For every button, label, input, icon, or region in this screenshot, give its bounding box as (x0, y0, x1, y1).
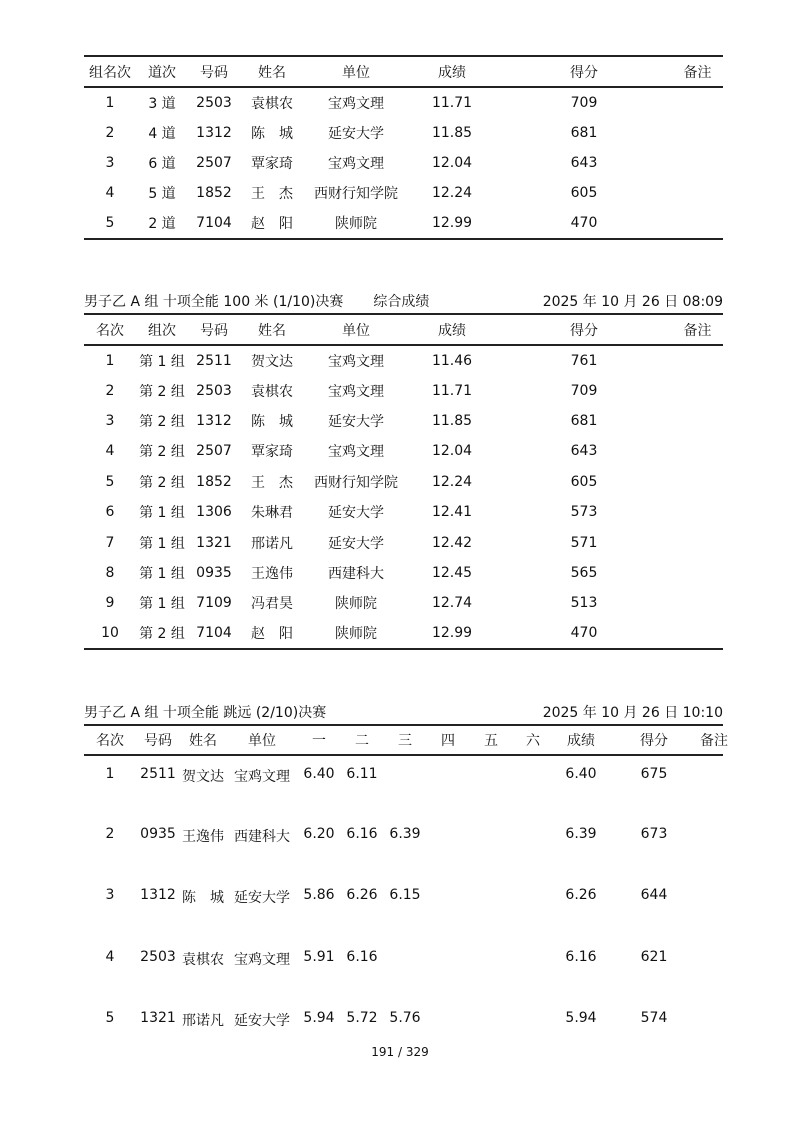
table-cell: 10 (101, 625, 119, 642)
table-cell: 延安大学 (234, 890, 290, 907)
table-cell: 8 (105, 564, 115, 581)
table-row (84, 877, 723, 938)
table-cell: 12.41 (431, 504, 473, 521)
table-cell: 朱琳君 (251, 505, 293, 522)
column-header: 名次 (96, 733, 124, 749)
table-cell: 681 (570, 124, 598, 141)
table-cell: 5.76 (389, 1009, 421, 1026)
table-cell: 第 1 组 (139, 596, 185, 613)
table-row (84, 345, 723, 375)
table-cell: 陕师院 (335, 216, 377, 233)
table-cell: 2507 (196, 154, 232, 171)
table-cell: 第 2 组 (139, 383, 185, 400)
table-cell: 3 道 (148, 95, 176, 112)
table-cell (700, 939, 723, 1000)
event-datetime: 2025 年 10 月 26 日 08:09 (542, 294, 723, 310)
table-cell: 西建科大 (234, 829, 290, 846)
column-header: 四 (441, 733, 455, 749)
table-row (84, 939, 723, 1000)
table-cell: 陕师院 (335, 596, 377, 613)
table-cell: 605 (570, 185, 598, 202)
column-header: 姓名 (258, 64, 286, 81)
table-cell: 第 1 组 (139, 565, 185, 582)
column-header: 备注 (700, 733, 728, 749)
column-header: 得分 (640, 733, 668, 749)
column-header: 六 (526, 733, 540, 749)
table-cell: 宝鸡文理 (328, 383, 384, 400)
table-cell: 6.40 (565, 766, 597, 782)
table-cell (426, 755, 470, 816)
table-cell: 第 2 组 (139, 444, 185, 461)
table-row (84, 375, 723, 405)
table-row (84, 619, 723, 649)
page-number: 191 / 329 (371, 1045, 429, 1059)
table-cell: 12.99 (431, 215, 473, 232)
table-cell: 2 道 (148, 216, 176, 233)
table-cell: 5.72 (346, 1009, 378, 1026)
table-cell (512, 755, 554, 816)
table-cell: 574 (640, 1009, 668, 1026)
section-label: 综合成绩 (373, 294, 430, 310)
table-cell: 0935 (196, 564, 232, 581)
table-cell: 袁棋农 (251, 383, 293, 400)
table-cell (672, 527, 723, 557)
table-cell: 12.42 (431, 534, 473, 551)
table-cell: 4 (105, 443, 115, 460)
table-cell: 709 (570, 94, 598, 111)
table-cell: 12.04 (431, 443, 473, 460)
table-cell: 宝鸡文理 (328, 155, 384, 172)
table-cell: 袁棋农 (251, 95, 293, 112)
table-cell: 宝鸡文理 (328, 95, 384, 112)
table-row (84, 816, 723, 877)
table-cell: 袁棋农 (182, 951, 224, 968)
table-cell: 宝鸡文理 (328, 353, 384, 370)
table-cell: 11.46 (431, 352, 473, 369)
column-header: 道次 (148, 64, 176, 81)
table-cell (700, 877, 723, 938)
column-header: 号码 (200, 64, 228, 81)
table-cell: 1312 (140, 887, 176, 904)
table-cell: 宝鸡文理 (234, 951, 290, 968)
column-header: 姓名 (189, 733, 217, 749)
table-cell: 5 道 (148, 186, 176, 203)
table-cell: 2503 (196, 94, 232, 111)
table-cell: 681 (570, 412, 598, 429)
table-cell: 12.74 (431, 595, 473, 612)
column-header: 单位 (342, 64, 370, 81)
table-cell: 邢诺凡 (182, 1012, 224, 1029)
table-cell: 6.16 (346, 948, 378, 965)
table-cell: 3 (105, 887, 115, 904)
table-cell: 宝鸡文理 (328, 444, 384, 461)
table-cell (672, 588, 723, 618)
table-cell (672, 345, 723, 375)
column-header: 备注 (683, 322, 712, 339)
table-cell (700, 755, 723, 816)
table-cell: 第 1 组 (139, 505, 185, 522)
table-cell: 9 (105, 595, 115, 612)
table-cell: 5.91 (303, 948, 335, 965)
table-cell: 470 (570, 625, 598, 642)
table-cell: 5.94 (303, 1009, 335, 1026)
table-cell: 5 (105, 1009, 115, 1026)
table-cell: 0935 (140, 826, 176, 843)
section-title-long-jump (84, 702, 723, 722)
table-row (84, 467, 723, 497)
table-cell: 4 道 (148, 125, 176, 142)
table-cell: 513 (570, 595, 598, 612)
table-cell: 陈 城 (251, 125, 293, 142)
table-cell: 470 (570, 215, 598, 232)
table-cell: 1306 (196, 504, 232, 521)
table-cell: 2511 (140, 766, 176, 782)
table-cell: 673 (640, 826, 668, 843)
column-header: 二 (355, 733, 369, 749)
column-header: 得分 (570, 64, 598, 81)
table-cell: 陕师院 (335, 626, 377, 643)
table-cell: 675 (640, 766, 668, 782)
table-cell: 西建科大 (328, 565, 384, 582)
event-title: 男子乙 A 组 十项全能 100 米 (1/10)决赛 (84, 294, 344, 310)
table-cell (470, 755, 512, 816)
column-header: 备注 (683, 64, 712, 81)
table-cell: 6.40 (303, 766, 335, 782)
table-cell: 6 道 (148, 155, 176, 172)
column-header: 单位 (342, 322, 370, 339)
column-header: 五 (484, 733, 498, 749)
table-cell: 2 (105, 826, 115, 843)
table-cell (512, 939, 554, 1000)
table-cell (672, 375, 723, 405)
table-cell (672, 436, 723, 466)
table-cell: 605 (570, 473, 598, 490)
table-cell (672, 497, 723, 527)
table-cell (672, 467, 723, 497)
event-datetime: 2025 年 10 月 26 日 10:10 (542, 705, 723, 721)
table-cell: 2503 (196, 382, 232, 399)
table-cell: 延安大学 (234, 1012, 290, 1029)
column-header: 组名次 (89, 64, 131, 81)
table-row (84, 527, 723, 557)
table-cell: 王逸伟 (182, 829, 224, 846)
table-cell: 1321 (140, 1009, 176, 1026)
table-cell: 2511 (196, 352, 232, 369)
table-cell: 12.24 (431, 185, 473, 202)
table-cell: 761 (570, 352, 598, 369)
table-cell (672, 117, 723, 147)
group-results-table (84, 55, 723, 240)
table-cell: 11.85 (431, 124, 473, 141)
table-cell: 11.71 (431, 382, 473, 399)
table-row (84, 497, 723, 527)
table-cell: 11.71 (431, 94, 473, 111)
table-cell (672, 619, 723, 649)
table-cell: 贺文达 (251, 353, 293, 370)
table-cell: 6.11 (346, 766, 378, 782)
table-cell: 5 (105, 215, 115, 232)
table-row (84, 148, 723, 178)
table-cell (470, 877, 512, 938)
table-cell (470, 816, 512, 877)
table-row (84, 209, 723, 239)
table-row (84, 755, 723, 816)
table-cell: 第 2 组 (139, 474, 185, 491)
table-cell: 西财行知学院 (314, 186, 398, 203)
table-cell (470, 939, 512, 1000)
table-cell (672, 406, 723, 436)
table-cell: 11.85 (431, 412, 473, 429)
table-cell: 6.15 (389, 887, 421, 904)
table-cell: 1 (105, 352, 115, 369)
table-cell: 冯君昊 (251, 596, 293, 613)
table-cell (672, 87, 723, 117)
column-header: 成绩 (567, 733, 595, 749)
table-row (84, 436, 723, 466)
table-cell: 12.99 (431, 625, 473, 642)
table-cell: 6.16 (346, 826, 378, 843)
table-cell: 西财行知学院 (314, 474, 398, 491)
table-cell (426, 816, 470, 877)
table-cell (672, 209, 723, 239)
table-cell: 7104 (196, 625, 232, 642)
table-cell (384, 939, 426, 1000)
table-cell: 5.86 (303, 887, 335, 904)
table-cell: 第 2 组 (139, 413, 185, 430)
table-cell: 573 (570, 504, 598, 521)
table-row (84, 406, 723, 436)
column-header: 三 (398, 733, 412, 749)
column-header: 单位 (248, 733, 276, 749)
table-cell: 621 (640, 948, 668, 965)
table-cell: 1 (105, 766, 115, 782)
table-cell (384, 755, 426, 816)
table-cell (512, 816, 554, 877)
table-cell: 第 1 组 (139, 353, 185, 370)
combined-results-table (84, 313, 723, 650)
column-header: 名次 (96, 322, 124, 339)
table-row (84, 87, 723, 117)
table-cell: 709 (570, 382, 598, 399)
table-cell: 6.16 (565, 948, 597, 965)
table-cell (672, 148, 723, 178)
table-cell: 7109 (196, 595, 232, 612)
table-cell: 覃家琦 (251, 444, 293, 461)
table-cell: 宝鸡文理 (234, 769, 290, 785)
table-cell: 6.20 (303, 826, 335, 843)
column-header: 组次 (148, 322, 176, 339)
table-cell: 第 2 组 (139, 626, 185, 643)
table-row (84, 178, 723, 208)
table-cell: 6 (105, 504, 115, 521)
table-cell (672, 178, 723, 208)
table-cell: 1852 (196, 185, 232, 202)
table-cell: 7104 (196, 215, 232, 232)
table-cell: 6.26 (565, 887, 597, 904)
table-cell: 643 (570, 443, 598, 460)
section-title-100m (84, 291, 723, 311)
table-cell (512, 877, 554, 938)
table-cell: 延安大学 (328, 535, 384, 552)
table-cell: 贺文达 (182, 769, 224, 785)
table-cell: 延安大学 (328, 505, 384, 522)
table-cell (426, 939, 470, 1000)
table-row (84, 558, 723, 588)
long-jump-table (84, 724, 728, 1061)
column-header: 得分 (570, 322, 598, 339)
table-cell: 6.26 (346, 887, 378, 904)
table-cell: 7 (105, 534, 115, 551)
table-cell: 1312 (196, 412, 232, 429)
table-cell (672, 558, 723, 588)
table-cell (426, 877, 470, 938)
table-cell: 4 (105, 948, 115, 965)
table-cell: 王逸伟 (251, 565, 293, 582)
table-cell: 王 杰 (251, 186, 293, 203)
table-cell: 邢诺凡 (251, 535, 293, 552)
column-header: 一 (312, 733, 326, 749)
table-cell: 1321 (196, 534, 232, 551)
table-cell: 643 (570, 154, 598, 171)
table-cell: 延安大学 (328, 125, 384, 142)
table-cell: 2 (105, 382, 115, 399)
column-header: 姓名 (258, 322, 286, 339)
table-cell: 1852 (196, 473, 232, 490)
table-cell: 6.39 (565, 826, 597, 843)
column-header: 成绩 (438, 64, 466, 81)
table-cell: 5.94 (565, 1009, 597, 1026)
table-cell: 12.24 (431, 473, 473, 490)
table-cell: 5 (105, 473, 115, 490)
table-cell: 6.39 (389, 826, 421, 843)
table-cell: 覃家琦 (251, 155, 293, 172)
table-cell: 571 (570, 534, 598, 551)
table-header (84, 56, 723, 87)
table-row (84, 588, 723, 618)
table-cell: 延安大学 (328, 413, 384, 430)
table-header (84, 314, 723, 345)
table-cell (700, 816, 723, 877)
table-cell: 2 (105, 124, 115, 141)
column-header: 号码 (200, 322, 228, 339)
table-cell: 12.04 (431, 154, 473, 171)
table-header (84, 725, 728, 755)
table-cell: 陈 城 (251, 413, 293, 430)
table-cell: 3 (105, 412, 115, 429)
column-header: 成绩 (438, 322, 466, 339)
table-cell: 644 (640, 887, 668, 904)
table-cell: 1 (105, 94, 115, 111)
table-cell: 3 (105, 154, 115, 171)
table-cell: 第 1 组 (139, 535, 185, 552)
table-cell: 2503 (140, 948, 176, 965)
table-cell: 赵 阳 (251, 626, 293, 643)
table-cell: 4 (105, 185, 115, 202)
table-cell: 王 杰 (251, 474, 293, 491)
table-cell: 1312 (196, 124, 232, 141)
event-title: 男子乙 A 组 十项全能 跳远 (2/10)决赛 (84, 705, 327, 721)
table-row (84, 117, 723, 147)
table-cell: 陈 城 (182, 890, 224, 907)
table-cell: 565 (570, 564, 598, 581)
table-cell: 2507 (196, 443, 232, 460)
column-header: 号码 (144, 733, 172, 749)
table-cell: 赵 阳 (251, 216, 293, 233)
table-cell: 12.45 (431, 564, 473, 581)
